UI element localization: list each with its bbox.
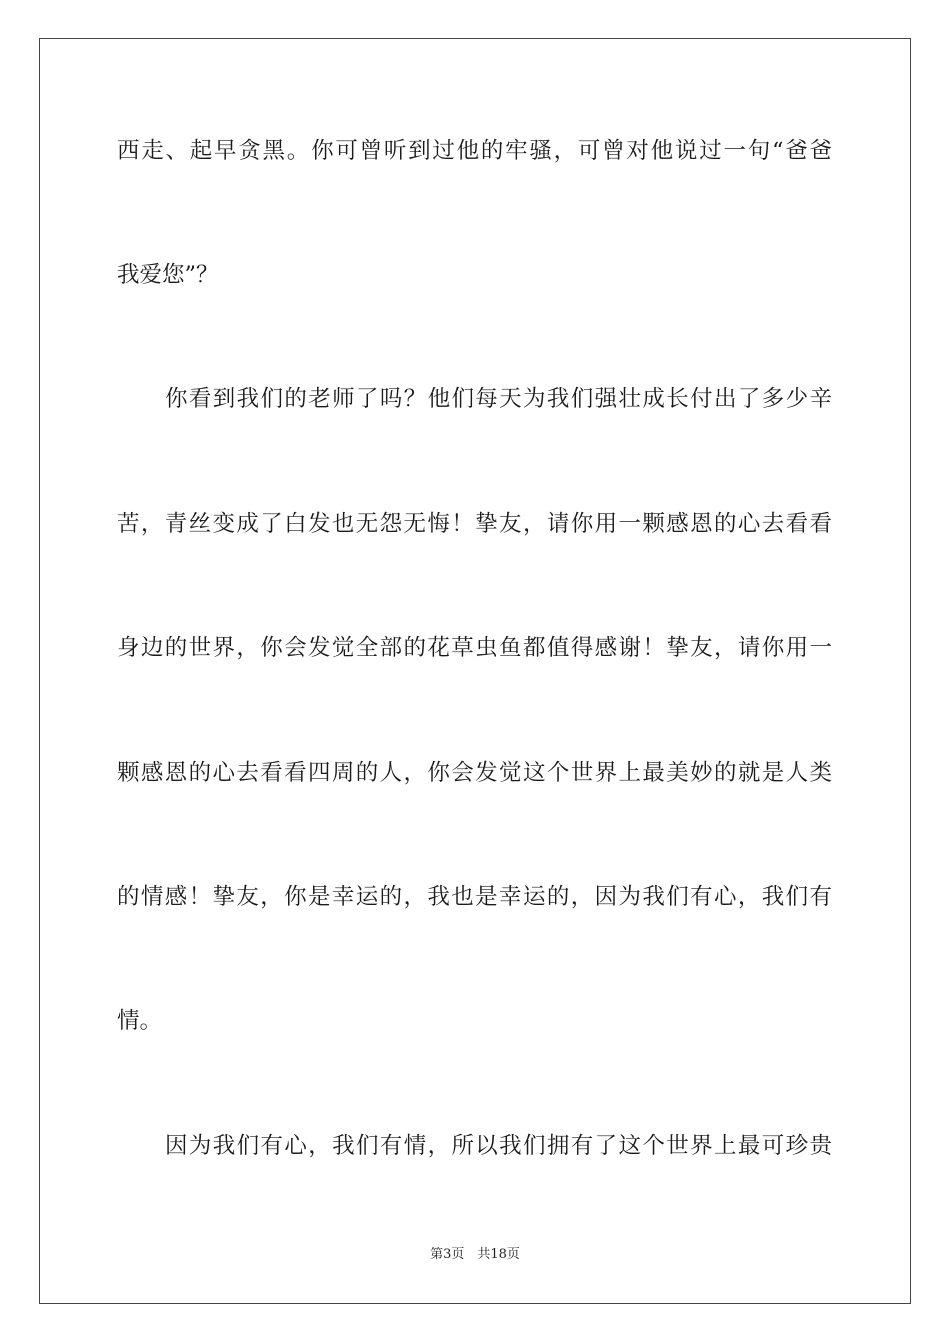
body-line-7: 的情感！挚友，你是幸运的，我也是幸运的，因为我们有心，我们有 [117, 884, 832, 910]
body-line-4: 苦，青丝变成了白发也无怨无悔！挚友，请你用一颗感恩的心去看看 [117, 511, 832, 537]
body-line-5: 身边的世界，你会发觉全部的花草虫鱼都值得感谢！挚友，请你用一 [117, 635, 832, 661]
body-line-9: 因为我们有心，我们有情，所以我们拥有了这个世界上最可珍贵 [165, 1133, 832, 1159]
body-line-2: 我爱您”？ [117, 262, 219, 288]
body-line-1: 西走、起早贪黑。你可曾听到过他的牢骚，可曾对他说过一句“爸爸 [117, 138, 832, 164]
body-line-3: 你看到我们的老师了吗？他们每天为我们强壮成长付出了多少辛 [165, 386, 832, 412]
body-line-8: 情。 [117, 1008, 163, 1034]
body-line-6: 颗感恩的心去看看四周的人，你会发觉这个世界上最美妙的就是人类 [117, 760, 832, 786]
page-number-footer: 第3页 共18页 [430, 1247, 520, 1262]
page-border [39, 38, 911, 1304]
